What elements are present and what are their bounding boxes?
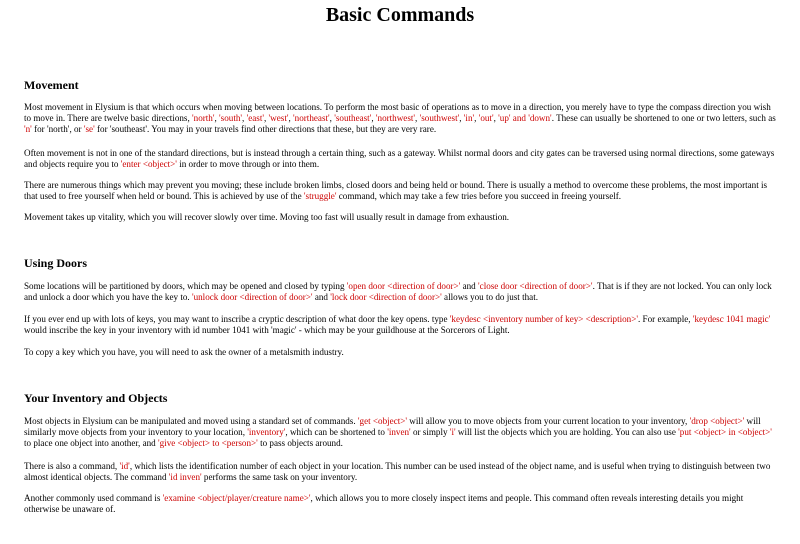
text-span: , <box>474 113 479 123</box>
command-text: 'id inven' <box>168 472 202 482</box>
command-text: 'se' <box>83 124 95 134</box>
command-text: 'north' <box>192 113 215 123</box>
text-span: . These can usually be shortened to one or two letters, such as <box>551 113 776 123</box>
text-span: Another commonly used command is <box>24 493 163 503</box>
command-text: 'west' <box>268 113 289 123</box>
paragraph <box>24 281 776 303</box>
command-text: 'enter <object>' <box>120 159 177 169</box>
text-span: Most movement in Elysium is that which occurs when moving between locations. To perform the most basic of operations as to move in a direction, you merely have to type the compass direction you wish to move in. There are twelve basic directions, <box>24 102 771 123</box>
text-span: , <box>214 113 220 123</box>
command-text: 'drop <object>' <box>689 416 745 426</box>
text-span: command, which may take a few tries before you succeed in freeing yourself. <box>336 191 622 201</box>
command-text: 'keydesc 1041 magic' <box>692 314 771 324</box>
text-span: , <box>415 113 420 123</box>
command-text: 'up' and 'down' <box>498 113 552 123</box>
text-span: in order to move through or into them. <box>176 159 320 169</box>
text-span: , which allows you to more closely inspect items and people. This command often reveals interesting details you might otherwise be unaware of. <box>24 493 744 514</box>
command-text: 'keydesc <inventory number of key> <description>' <box>449 314 638 324</box>
paragraph <box>24 493 776 515</box>
section-heading-inventory: Your Inventory and Objects <box>24 391 168 405</box>
text-span: . For example, <box>638 314 693 324</box>
text-span: Often movement is not in one of the standard directions, but is instead through a certain thing, such as a gateway. Whilst normal doors and city gates can be traversed using normal directions, some gateways and objects require you to <box>24 148 775 169</box>
command-text: 'put <object> in <object>' <box>678 427 772 437</box>
command-text: 'inven' <box>387 427 411 437</box>
text-span: allows you to do just that. <box>441 292 539 302</box>
text-span: or simply <box>410 427 450 437</box>
paragraph <box>24 102 776 135</box>
command-text: 'southeast' <box>334 113 372 123</box>
command-text: 'in' <box>463 113 475 123</box>
text-span: , <box>288 113 294 123</box>
section-heading-using-doors: Using Doors <box>24 256 88 270</box>
section-heading-movement: Movement <box>24 78 79 92</box>
text-span: , <box>371 113 376 123</box>
text-span: and <box>460 281 479 291</box>
text-span: Some locations will be partitioned by doors, which may be opened and closed by typing <box>24 281 347 291</box>
paragraph <box>24 148 776 170</box>
paragraph <box>24 314 776 336</box>
text-span: Movement takes up vitality, which you will recover slowly over time. Moving too fast will usually result in damage from exhaustion. <box>24 212 510 222</box>
text-span: Most objects in Elysium can be manipulated and moved using a standard set of commands. <box>24 416 358 426</box>
paragraph <box>24 212 776 223</box>
paragraph <box>24 347 776 358</box>
command-text: 'examine <object/player/creature name>' <box>162 493 311 503</box>
command-text: 'n' <box>24 124 32 134</box>
text-span: , <box>459 113 464 123</box>
paragraph <box>24 461 776 483</box>
command-text: 'close door <direction of door>' <box>478 281 593 291</box>
command-text: 'unlock door <direction of door>' <box>191 292 313 302</box>
command-text: 'get <object>' <box>357 416 408 426</box>
text-span: to pass objects around. <box>257 438 343 448</box>
text-span: will list the objects which you are holding. You can also use <box>455 427 679 437</box>
command-text: 'inventory' <box>247 427 286 437</box>
command-text: 'northwest' <box>375 113 416 123</box>
text-span: , <box>329 113 335 123</box>
text-span: will allow you to move objects from your current location to your inventory, <box>407 416 690 426</box>
text-span: would inscribe the key in your inventory with id number 1041 with 'magic' - which may be your guildhouse at the Sorcerors of Light. <box>24 325 510 335</box>
text-span: . That is if they are not locked. You can only lock and unlock a door which you have the key to. <box>24 281 772 302</box>
command-text: 'id' <box>119 461 130 471</box>
text-span: and <box>312 292 331 302</box>
command-text: 'open door <direction of door>' <box>346 281 461 291</box>
text-span: To copy a key which you have, you will need to ask the owner of a metalsmith industry. <box>24 347 344 357</box>
text-span: , <box>264 113 269 123</box>
command-text: 'out' <box>478 113 494 123</box>
text-span: to place one object into another, and <box>24 438 158 448</box>
text-span: There are numerous things which may prevent you moving; these include broken limbs, closed doors and being held or bound. There is usually a method to overcome these problems, the most important is that used to free yourself when held or bound. This is achieved by use of the <box>24 180 768 201</box>
command-text: 'i' <box>449 427 456 437</box>
command-text: 'east' <box>246 113 264 123</box>
text-span: , which lists the identification number of each object in your location. This number can be used instead of the object name, and is useful when trying to distinguish between two almost identical objects. The command <box>24 461 771 482</box>
command-text: 'struggle' <box>303 191 337 201</box>
text-span: , <box>242 113 247 123</box>
text-span: , <box>493 113 499 123</box>
text-span: for 'north', or <box>31 124 84 134</box>
text-span: for 'southeast'. You may in your travels find other directions that these, but they are very rare. <box>94 124 437 134</box>
text-span: will similarly move objects from your inventory to your location, <box>24 416 761 437</box>
command-text: 'southwest' <box>419 113 460 123</box>
text-span: If you ever end up with lots of keys, you may want to inscribe a cryptic description of what door the key opens. type <box>24 314 450 324</box>
page-title: Basic Commands <box>325 4 475 26</box>
command-text: 'northeast' <box>293 113 330 123</box>
text-span: performs the same task on your inventory. <box>201 472 358 482</box>
command-text: 'lock door <direction of door>' <box>330 292 442 302</box>
command-text: 'south' <box>219 113 243 123</box>
text-span: There is also a command, <box>24 461 120 471</box>
text-span: , which can be shortened to <box>285 427 388 437</box>
paragraph <box>24 416 776 449</box>
command-text: 'give <object> to <person>' <box>157 438 258 448</box>
paragraph <box>24 180 776 202</box>
